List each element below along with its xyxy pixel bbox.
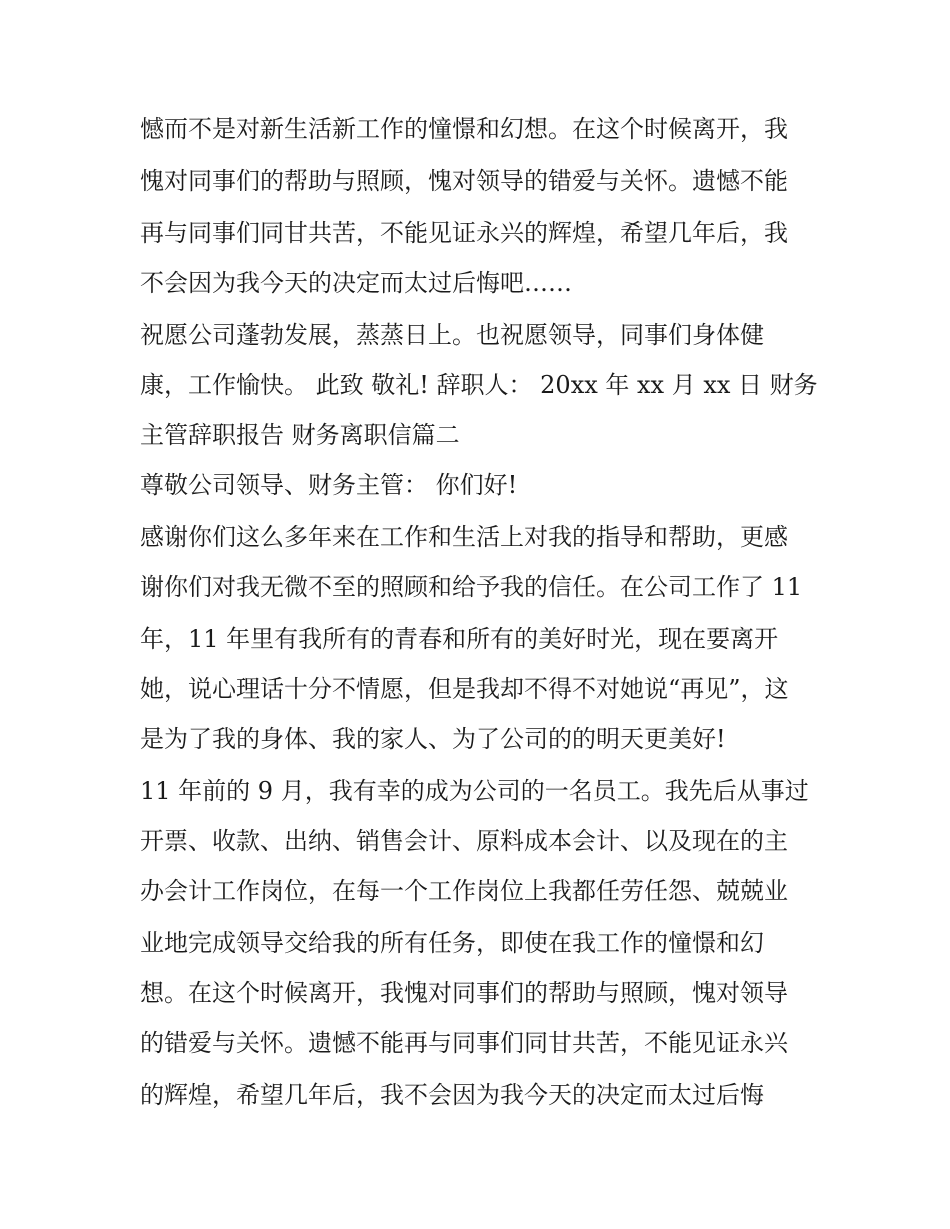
text-line: 办会计工作岗位，在每一个工作岗位上我都任劳任怨、兢兢业 [140,877,788,905]
text-line: 康，工作愉快。 此致 敬礼! 辞职人： 20xx 年 xx 月 xx 日 财务 [140,371,818,399]
text-line: 谢你们对我无微不至的照顾和给予我的信任。在公司工作了 11 [140,573,803,601]
text-line: 11 年前的 9 月，我有幸的成为公司的一名员工。我先后从事过 [140,777,809,805]
text-line: 尊敬公司领导、财务主管： 你们好! [140,471,518,499]
text-line: 祝愿公司蓬勃发展，蒸蒸日上。也祝愿领导，同事们身体健 [140,321,764,349]
text-line: 愧对同事们的帮助与照顾，愧对领导的错爱与关怀。遗憾不能 [140,167,788,195]
text-line: 不会因为我今天的决定而太过后悔吧…… [140,269,572,297]
text-line: 是为了我的身体、我的家人、为了公司的的明天更美好! [140,725,726,753]
text-line: 业地完成领导交给我的所有任务，即使在我工作的憧憬和幻 [140,929,764,957]
text-line: 想。在这个时候离开，我愧对同事们的帮助与照顾，愧对领导 [140,979,788,1007]
text-line: 感谢你们这么多年来在工作和生活上对我的指导和帮助，更感 [140,523,788,551]
text-line: 再与同事们同甘共苦，不能见证永兴的辉煌，希望几年后，我 [140,219,788,247]
text-line: 年，11 年里有我所有的青春和所有的美好时光，现在要离开 [140,625,779,653]
text-line: 憾而不是对新生活新工作的憧憬和幻想。在这个时候离开，我 [140,115,788,143]
text-line: 开票、收款、出纳、销售会计、原料成本会计、以及现在的主 [140,827,788,855]
text-line: 主管辞职报告 财务离职信篇二 [140,421,460,449]
text-line: 她，说心理话十分不情愿，但是我却不得不对她说“再见”，这 [140,675,789,703]
text-line: 的辉煌，希望几年后，我不会因为我今天的决定而太过后悔 [140,1081,764,1109]
text-line: 的错爱与关怀。遗憾不能再与同事们同甘共苦，不能见证永兴 [140,1029,788,1057]
